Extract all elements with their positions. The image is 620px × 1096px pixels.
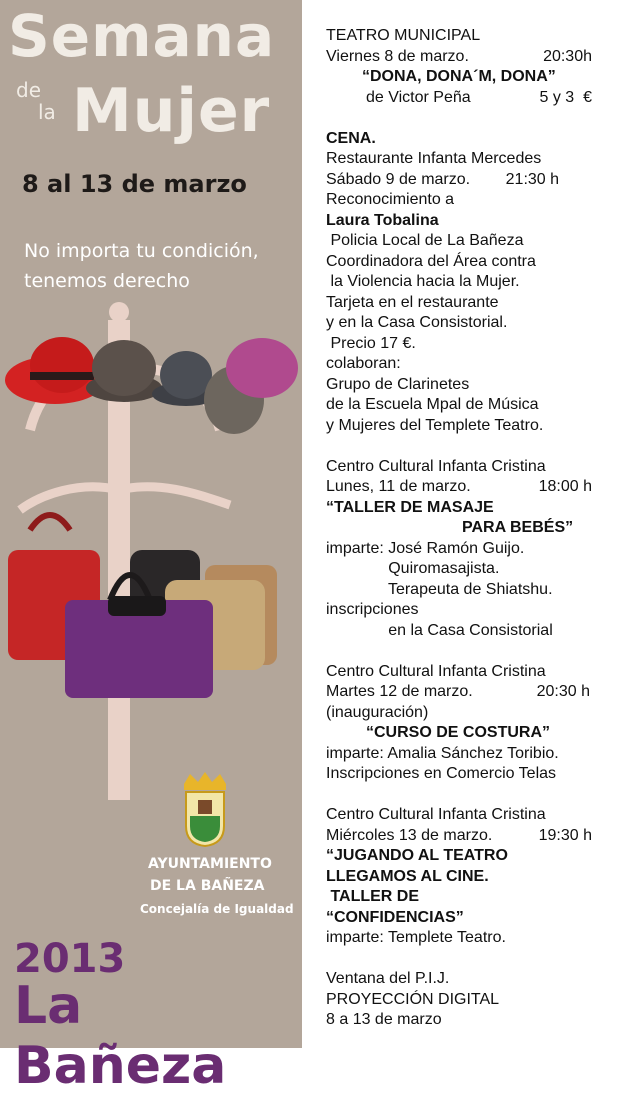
pij-line: 8 a 13 de marzo <box>326 1011 442 1028</box>
cena-honoree: Laura Tobalina <box>326 211 439 229</box>
cena-detail: Tarjeta en el restaurante <box>326 293 499 311</box>
teatro-price: 5 y 3 € <box>539 88 592 106</box>
masaje-venue: Centro Cultural Infanta Cristina <box>326 457 546 475</box>
costura-note: (inauguración) <box>326 703 429 721</box>
costura-title: “CURSO DE COSTURA” <box>366 724 551 741</box>
teatro-cine-time: 19:30 h <box>538 826 592 844</box>
ayuntamiento-line-1: AYUNTAMIENTO <box>148 856 272 872</box>
poster-city: La Bañeza <box>14 976 227 1096</box>
cena-line: Reconocimiento a <box>326 191 455 208</box>
masaje-line: Terapeuta de Shiatshu. <box>326 580 553 598</box>
teatro-cine-line: imparte: Templete Teatro. <box>326 929 506 946</box>
pij-line: Ventana del P.I.J. <box>326 970 450 987</box>
teatro-show: “DONA, DONA´M, DONA” <box>362 68 556 85</box>
masaje-date: Lunes, 11 de marzo. <box>326 478 471 495</box>
cena-detail: de la Escuela Mpal de Música <box>326 396 539 413</box>
costura-venue: Centro Cultural Infanta Cristina <box>326 662 546 680</box>
poster-panel <box>0 0 302 1096</box>
title-la: la <box>38 100 56 124</box>
poster-year: 2013 <box>14 936 126 982</box>
teatro-date: Viernes 8 de marzo. <box>326 47 469 65</box>
slogan-line-2: tenemos derecho <box>24 270 190 292</box>
masaje-line: en la Casa Consistorial <box>326 621 553 639</box>
masaje-line: Quiromasajista. <box>326 560 500 577</box>
coat-of-arms-icon <box>180 770 230 848</box>
teatro-cine-title: TALLER DE <box>326 888 420 905</box>
title-semana: Semana <box>8 2 276 70</box>
cena-detail: y Mujeres del Templete Teatro. <box>326 416 544 434</box>
costura-line: imparte: Amalia Sánchez Toribio. <box>326 744 559 762</box>
title-mujer: Mujer <box>72 76 271 146</box>
cena-detail: y en la Casa Consistorial. <box>326 314 508 331</box>
event-program <box>326 26 616 1031</box>
cena-detail: colaboran: <box>326 355 401 372</box>
costura-date-row <box>326 682 590 703</box>
cena-detail: la Violencia hacia la Mujer. <box>326 273 520 290</box>
cena-detail: Policia Local de La Bañeza <box>326 232 524 249</box>
cena-detail: Grupo de Clarinetes <box>326 375 470 393</box>
cena-line: Sábado 9 de marzo. 21:30 h <box>326 170 560 188</box>
poster-dates: 8 al 13 de marzo <box>22 170 247 198</box>
teatro-cine-title: “JUGANDO AL TEATRO <box>326 847 508 864</box>
title-de: de <box>16 78 41 102</box>
teatro-author-row <box>326 88 592 109</box>
teatro-cine-date: Miércoles 13 de marzo. <box>326 826 493 844</box>
masaje-line: imparte: José Ramón Guijo. <box>326 539 525 557</box>
teatro-time: 20:30h <box>543 47 592 65</box>
slogan <box>24 236 259 296</box>
teatro-cine-title: LLEGAMOS AL CINE. <box>326 867 489 885</box>
cena-detail: Coordinadora del Área contra <box>326 252 536 270</box>
coat-rack-illustration <box>0 300 302 800</box>
hat-pink-icon <box>226 338 298 398</box>
slogan-line-1: No importa tu condición, <box>24 240 259 262</box>
costura-line: Inscripciones en Comercio Telas <box>326 765 557 782</box>
masaje-time: 18:00 h <box>538 478 592 495</box>
masaje-line: inscripciones <box>326 601 419 618</box>
teatro-date-row <box>326 47 592 68</box>
masaje-date-row <box>326 477 592 498</box>
teatro-cine-date-row <box>326 826 592 847</box>
masaje-title-1: “TALLER DE MASAJE <box>326 498 494 516</box>
teatro-venue: TEATRO MUNICIPAL <box>326 27 481 44</box>
teatro-cine-venue: Centro Cultural Infanta Cristina <box>326 806 546 823</box>
ayuntamiento-line-2: DE LA BAÑEZA <box>150 878 265 894</box>
hat-brown-icon <box>86 340 162 402</box>
costura-time: 20:30 h <box>536 683 590 700</box>
costura-date: Martes 12 de marzo. <box>326 683 473 700</box>
cena-line: Restaurante Infanta Mercedes <box>326 150 542 167</box>
masaje-title-2: PARA BEBÉS” <box>462 519 574 536</box>
pij-line: PROYECCIÓN DIGITAL <box>326 990 500 1008</box>
teatro-author: de Victor Peña <box>366 88 471 106</box>
cena-detail: Precio 17 €. <box>326 334 416 352</box>
concejalia: Concejalía de Igualdad <box>140 902 294 916</box>
cena-heading: CENA. <box>326 129 376 147</box>
teatro-cine-title: “CONFIDENCIAS” <box>326 908 464 926</box>
